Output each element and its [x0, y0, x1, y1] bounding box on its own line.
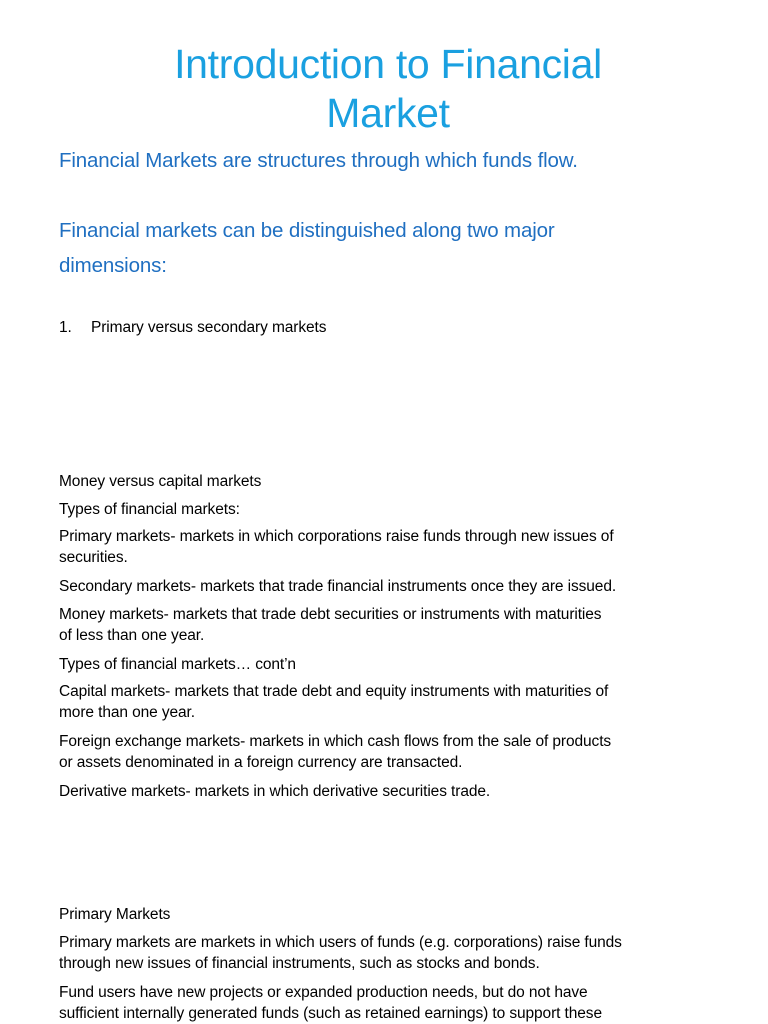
- fx-markets-definition: [59, 732, 719, 773]
- money-def-line-1: Money markets- markets that trade debt securities or instruments with maturities: [59, 606, 602, 623]
- fx-def-line-1: Foreign exchange markets- markets in which cash flows from the sale of products: [59, 733, 612, 750]
- fund-users-paragraph: [59, 983, 719, 1024]
- fund-line-2: sufficient internally generated funds (such as retained earnings) to support these: [59, 1004, 602, 1022]
- primary-markets-heading: Primary Markets: [59, 906, 171, 923]
- capital-def-line-1: Capital markets- markets that trade debt and equity instruments with maturities of: [59, 683, 609, 700]
- primary-markets-description: [59, 933, 719, 974]
- primary-markets-definition: [59, 527, 719, 568]
- intro-paragraph-2: [59, 213, 739, 283]
- intro-paragraph-1: Financial Markets are structures through which funds flow.: [59, 149, 578, 172]
- title-line-1: Introduction to Financial: [174, 41, 602, 87]
- fund-line-1: Fund users have new projects or expanded production needs, but do not have: [59, 984, 588, 1001]
- intro-2-line-1: Financial markets can be distinguished along two major: [59, 219, 555, 242]
- document-title: [0, 40, 768, 138]
- money-def-line-2: of less than one year.: [59, 626, 205, 644]
- money-markets-definition: [59, 605, 719, 646]
- pm-desc-line-2: through new issues of financial instruments, such as stocks and bonds.: [59, 954, 540, 972]
- numbered-list-item: [59, 318, 326, 338]
- primary-def-line-1: Primary markets- markets in which corporations raise funds through new issues of: [59, 528, 614, 545]
- capital-def-line-2: more than one year.: [59, 703, 195, 721]
- primary-def-line-2: securities.: [59, 548, 128, 566]
- types-cont-heading: Types of financial markets… cont’n: [59, 656, 296, 673]
- intro-2-line-2: dimensions:: [59, 254, 167, 277]
- types-heading: Types of financial markets:: [59, 501, 240, 518]
- title-line-2: Market: [326, 90, 450, 136]
- list-number: 1.: [59, 319, 72, 336]
- money-capital-heading: Money versus capital markets: [59, 473, 262, 490]
- fx-def-line-2: or assets denominated in a foreign currency are transacted.: [59, 753, 463, 771]
- pm-desc-line-1: Primary markets are markets in which users of funds (e.g. corporations) raise funds: [59, 934, 622, 951]
- secondary-markets-definition: Secondary markets- markets that trade financial instruments once they are issued.: [59, 578, 617, 595]
- list-item-text: Primary versus secondary markets: [91, 319, 327, 336]
- capital-markets-definition: [59, 682, 719, 723]
- derivative-markets-definition: Derivative markets- markets in which derivative securities trade.: [59, 783, 491, 800]
